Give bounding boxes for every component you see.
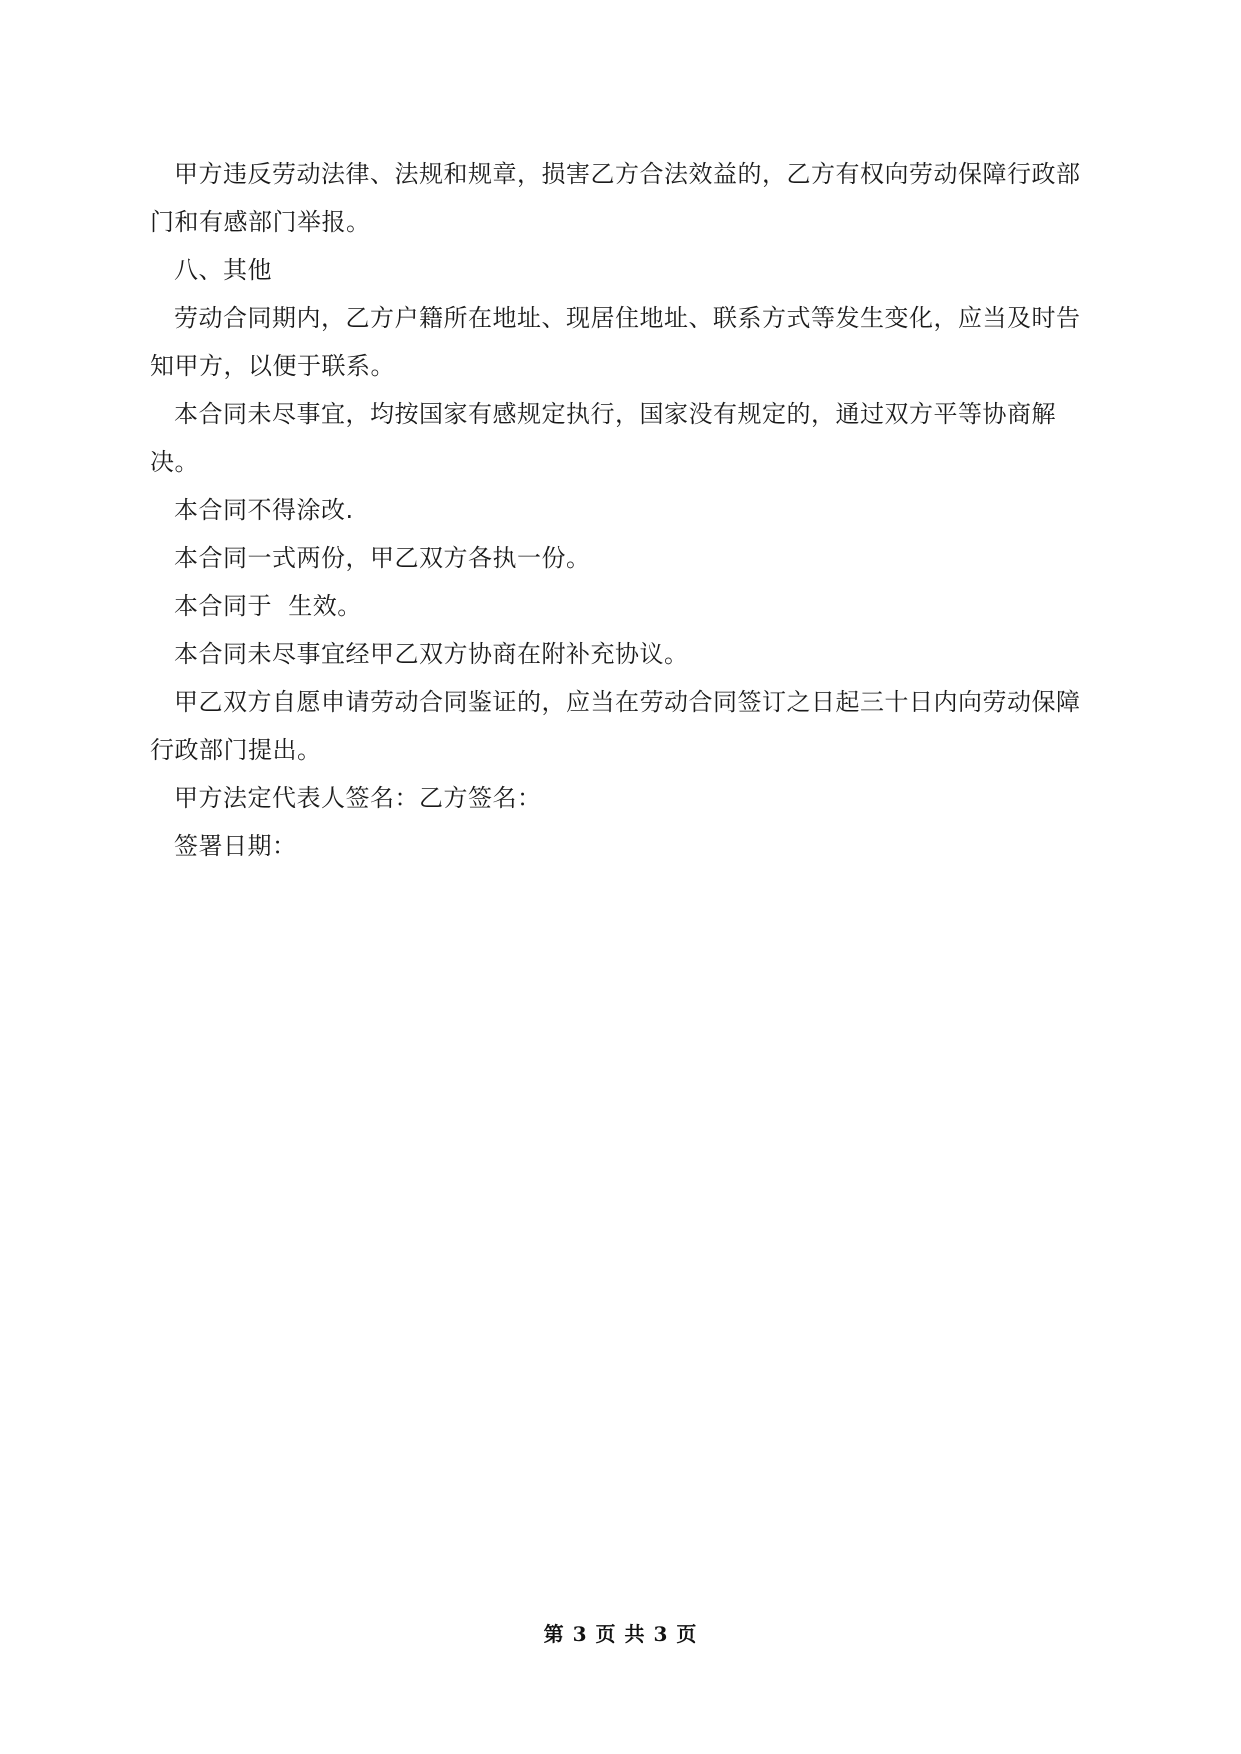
paragraph-copies: 本合同一式两份，甲乙双方各执一份。 (174, 544, 591, 572)
section-heading-other: 八、其他 (174, 256, 272, 284)
paragraph-report-violation: 甲方违反劳动法律、法规和规章，损害乙方合法效益的，乙方有权向劳动保障行政部门和有感部门举报。 (150, 160, 1081, 236)
signing-date-line: 签署日期： (174, 832, 297, 860)
paragraph-contact-change: 劳动合同期内，乙方户籍所在地址、现居住地址、联系方式等发生变化，应当及时告知甲方，以便于联系。 (150, 304, 1081, 380)
document-body (150, 150, 1090, 870)
page-number-footer: 第 3 页 共 3 页 (543, 1622, 698, 1646)
paragraph-supplementary-agreement: 本合同未尽事宜经甲乙双方协商在附补充协议。 (174, 640, 689, 668)
paragraph-contract-verification: 甲乙双方自愿申请劳动合同鉴证的，应当在劳动合同签订之日起三十日内向劳动保障行政部门提出。 (150, 688, 1081, 764)
paragraph-no-alteration: 本合同不得涂改. (174, 496, 354, 524)
paragraph-effective-date: 本合同于 生效。 (174, 592, 362, 620)
paragraph-unresolved-matters: 本合同未尽事宜，均按国家有感规定执行，国家没有规定的，通过双方平等协商解决。 (150, 400, 1056, 476)
signature-line: 甲方法定代表人签名：乙方签名： (174, 784, 542, 812)
